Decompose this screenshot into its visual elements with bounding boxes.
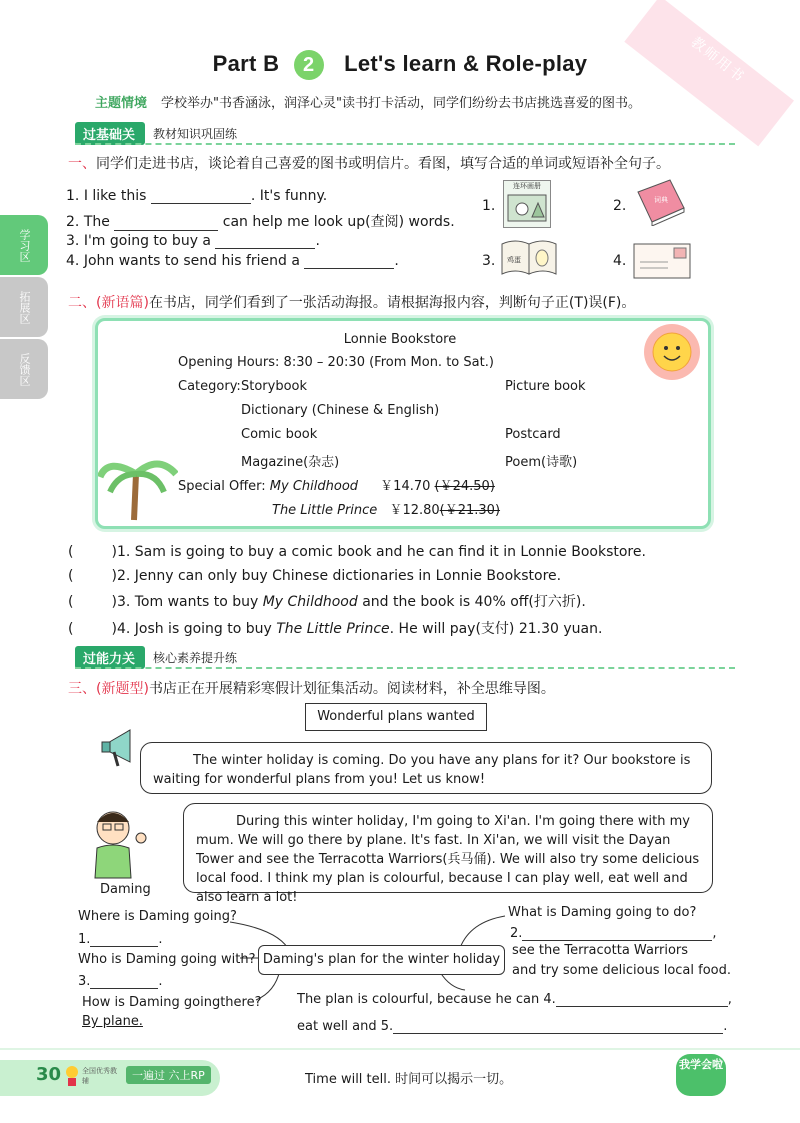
- motto-en: Time will tell.: [305, 1072, 391, 1087]
- pic-num-3: 3.: [482, 253, 496, 269]
- brand-logo-icon: [64, 1064, 80, 1092]
- divider: [75, 143, 735, 145]
- judge-item-1: [68, 544, 646, 560]
- dictionary-icon: [632, 178, 686, 224]
- offer-old-price: (￥21.30): [439, 503, 501, 518]
- corner-stamp: 教师用书: [624, 0, 794, 146]
- page-title: [0, 50, 800, 80]
- theme-line: [95, 92, 641, 111]
- poster-offer-1: [178, 475, 495, 494]
- judge-text: 3. Tom wants to buy: [116, 594, 263, 610]
- q3-text: 书店正在开展精彩寒假计划征集活动。阅读材料，补全思维导图。: [148, 681, 555, 697]
- answer-blank[interactable]: [114, 230, 218, 231]
- footer-rule: [0, 1048, 800, 1050]
- side-tab-feedback[interactable]: 反馈区: [0, 339, 48, 399]
- item-text: I like this: [83, 188, 147, 204]
- wanted-banner: [305, 703, 487, 731]
- mm-num: 4.: [543, 992, 556, 1007]
- judge-text: 4. Josh is going to buy: [116, 621, 277, 637]
- mm-punct: .: [723, 1019, 728, 1034]
- mm-reason-2: [297, 1019, 727, 1034]
- footer-motto: [305, 1068, 512, 1087]
- mm-question: How is Daming goingthere?: [82, 995, 262, 1010]
- mm-given-text: The plan is colourful, because he can: [297, 992, 540, 1007]
- offer-old-price: (￥24.50): [434, 479, 495, 494]
- section-ability-tag: 过能力关: [75, 646, 145, 669]
- item-num: 4.: [66, 253, 80, 269]
- mm-answer-1: [78, 932, 163, 947]
- paren: (: [68, 594, 74, 610]
- q1-item-3: [66, 233, 320, 249]
- item-num: 2.: [66, 214, 80, 230]
- judge-text: and the book is 40% off(打六折).: [357, 594, 586, 610]
- poster-hours: Opening Hours: 8:30 – 20:30 (From Mon. to Sat.): [178, 355, 494, 370]
- bookstore-poster: [95, 318, 711, 529]
- daming-text: During this winter holiday, I'm going to Xi'an. I'm going there with my mum. We will go there by plane. It's fast. In Xi'an, we will visit the Dayan Tower and see the Terracotta Warriors(兵马俑). We will also try some delicious local food. I think my plan is colourful, because I can play well, eat well and also learn a lot!: [196, 814, 700, 905]
- section-basic-sub: 教材知识巩固练: [153, 127, 238, 141]
- lesson-number-badge: 2: [294, 50, 324, 80]
- mm-num: 3.: [78, 974, 91, 989]
- comic-book-icon: [503, 180, 551, 228]
- pic-caption: 连环画册: [513, 182, 541, 190]
- paren: ): [111, 594, 117, 610]
- item-num: 3.: [66, 233, 80, 249]
- item-text: . It's funny.: [250, 188, 328, 204]
- judge-item-3: [68, 591, 586, 611]
- q1-prefix: 一、: [68, 156, 96, 172]
- palm-tree-icon: [98, 452, 178, 526]
- q1-item-1: [66, 188, 327, 204]
- lesson-title: Let's learn & Role-play: [344, 51, 588, 76]
- theme-label: 主题情境: [95, 96, 148, 111]
- poster-category-label: Category:: [178, 379, 241, 394]
- item-num: 1.: [66, 188, 80, 204]
- offer-label: Special Offer:: [178, 479, 266, 494]
- mm-answer-2: [510, 926, 717, 941]
- paren: ): [111, 621, 117, 637]
- notice-bubble: [140, 742, 712, 794]
- q1-item-2: [66, 211, 455, 231]
- footer-logo: 我学会啦: [676, 1054, 726, 1096]
- offer-book: My Childhood: [269, 479, 359, 494]
- item-text: can help me look up(查阅) words.: [222, 214, 455, 230]
- part-label: Part B: [212, 51, 280, 76]
- paren: ): [111, 544, 117, 560]
- side-tabs: [0, 215, 48, 401]
- mm-punct: .: [158, 974, 163, 989]
- section-basic-tag: 过基础关: [75, 122, 145, 145]
- judge-item-2: [68, 568, 561, 584]
- item-text: .: [394, 253, 399, 269]
- mm-question: Where is Daming going?: [78, 909, 237, 924]
- judge-text: 1. Sam is going to buy a comic book and he can find it in Lonnie Bookstore.: [116, 544, 646, 560]
- mm-reason-1: [297, 992, 732, 1007]
- page-number: 30: [36, 1064, 62, 1085]
- banner-text: Wonderful plans wanted: [317, 709, 475, 724]
- daming-bubble: [183, 803, 713, 905]
- brand-small-text: 全国优秀教辅: [82, 1067, 117, 1085]
- paren: (: [68, 568, 74, 584]
- judge-item-4: [68, 618, 602, 638]
- q3-instruction: [68, 678, 555, 698]
- pic-caption: 词典: [654, 196, 668, 204]
- q1-instruction: [68, 153, 670, 173]
- paren: (: [68, 544, 74, 560]
- pic-num-4: 4.: [613, 253, 627, 269]
- poster-category: Picture book: [505, 379, 586, 394]
- pic-num-1: 1.: [482, 198, 496, 214]
- judge-text: 2. Jenny can only buy Chinese dictionaries in Lonnie Bookstore.: [116, 568, 562, 584]
- motto-cn: 时间可以揭示一切。: [395, 1072, 513, 1087]
- mm-question: Who is Daming going with?: [78, 952, 256, 967]
- q1-item-4: [66, 253, 399, 269]
- section-ability-sub: 核心素养提升练: [153, 651, 238, 665]
- theme-text: 学校举办"书香涵泳，润泽心灵"读书打卡活动，同学们纷纷去书店挑选喜爱的图书。: [161, 96, 641, 111]
- mm-punct: ,: [727, 992, 732, 1007]
- poster-category: Comic book: [241, 427, 318, 442]
- mm-given-text: eat well and: [297, 1019, 377, 1034]
- mm-answer-3: [78, 974, 163, 989]
- poster-category: Storybook: [241, 379, 308, 394]
- divider: [75, 667, 735, 669]
- poster-category: Poem(诗歌): [505, 455, 578, 470]
- judge-text: . He will pay(支付) 21.30 yuan.: [389, 621, 603, 637]
- connector: [460, 916, 505, 948]
- item-text: John wants to send his friend a: [83, 253, 300, 269]
- mindmap-center: [258, 945, 505, 975]
- storybook-icon: [500, 236, 556, 276]
- answer-blank[interactable]: [304, 268, 394, 269]
- q2-instruction: [68, 292, 635, 312]
- q2-tag: (新语篇): [96, 295, 149, 311]
- mm-punct: .: [158, 932, 163, 947]
- side-tab-extend[interactable]: 拓展区: [0, 277, 48, 337]
- mm-given-text: and try some delicious local food.: [512, 963, 732, 978]
- poster-category: Postcard: [505, 427, 561, 442]
- q3-prefix: 三、: [68, 681, 96, 697]
- series-label: 一遍过 六上RP: [126, 1066, 211, 1084]
- pic-num-2: 2.: [613, 198, 627, 214]
- q1-text: 同学们走进书店，谈论着自己喜爱的图书或明信片。看图，填写合适的单词或短语补全句子。: [96, 156, 670, 172]
- mm-punct: ,: [712, 926, 717, 941]
- answer-blank[interactable]: [151, 203, 251, 204]
- sun-icon: [640, 320, 704, 388]
- q2-prefix: 二、: [68, 295, 96, 311]
- pic-caption: 鸡蛋: [507, 256, 521, 264]
- judge-book: My Childhood: [262, 594, 358, 610]
- answer-blank[interactable]: [393, 1033, 723, 1034]
- item-text: The: [83, 214, 110, 230]
- mm-question: What is Daming going to do?: [508, 905, 697, 920]
- mm-num: 2.: [510, 926, 523, 941]
- q3-tag: (新题型): [96, 681, 149, 697]
- item-text: I'm going to buy a: [83, 233, 212, 249]
- side-tab-study[interactable]: 学习区: [0, 215, 48, 275]
- poster-category: Dictionary (Chinese & English): [241, 403, 440, 418]
- daming-avatar: [85, 802, 155, 884]
- paren: (: [68, 621, 74, 637]
- mm-num: 1.: [78, 932, 91, 947]
- answer-blank[interactable]: [215, 248, 315, 249]
- answer-blank[interactable]: [90, 988, 158, 989]
- postcard-icon: [632, 240, 690, 280]
- answer-blank[interactable]: [556, 1006, 728, 1007]
- offer-book: The Little Prince: [272, 503, 378, 518]
- poster-title: Lonnie Bookstore: [343, 332, 457, 347]
- offer-price: ￥14.70: [380, 479, 431, 494]
- judge-book: The Little Prince: [276, 621, 390, 637]
- poster-offer-2: [272, 499, 500, 518]
- paren: ): [111, 568, 117, 584]
- offer-price: ￥12.80: [389, 503, 440, 518]
- comic-art: [504, 191, 550, 225]
- answer-blank[interactable]: [90, 946, 158, 947]
- notice-text: The winter holiday is coming. Do you have any plans for it? Our bookstore is waiting for wonderful plans from you! Let us know!: [153, 753, 691, 787]
- answer-blank[interactable]: [522, 940, 712, 941]
- daming-label: Daming: [100, 882, 151, 897]
- mindmap-center-text: Daming's plan for the winter holiday: [262, 952, 501, 967]
- item-text: .: [315, 233, 320, 249]
- mm-given-text: see the Terracotta Warriors: [512, 943, 689, 958]
- mm-given-answer: By plane.: [82, 1014, 143, 1029]
- q2-text: 在书店，同学们看到了一张活动海报。请根据海报内容，判断句子正(T)误(F)。: [148, 295, 636, 311]
- poster-category: Magazine(杂志): [241, 455, 340, 470]
- mm-num: 5.: [380, 1019, 394, 1034]
